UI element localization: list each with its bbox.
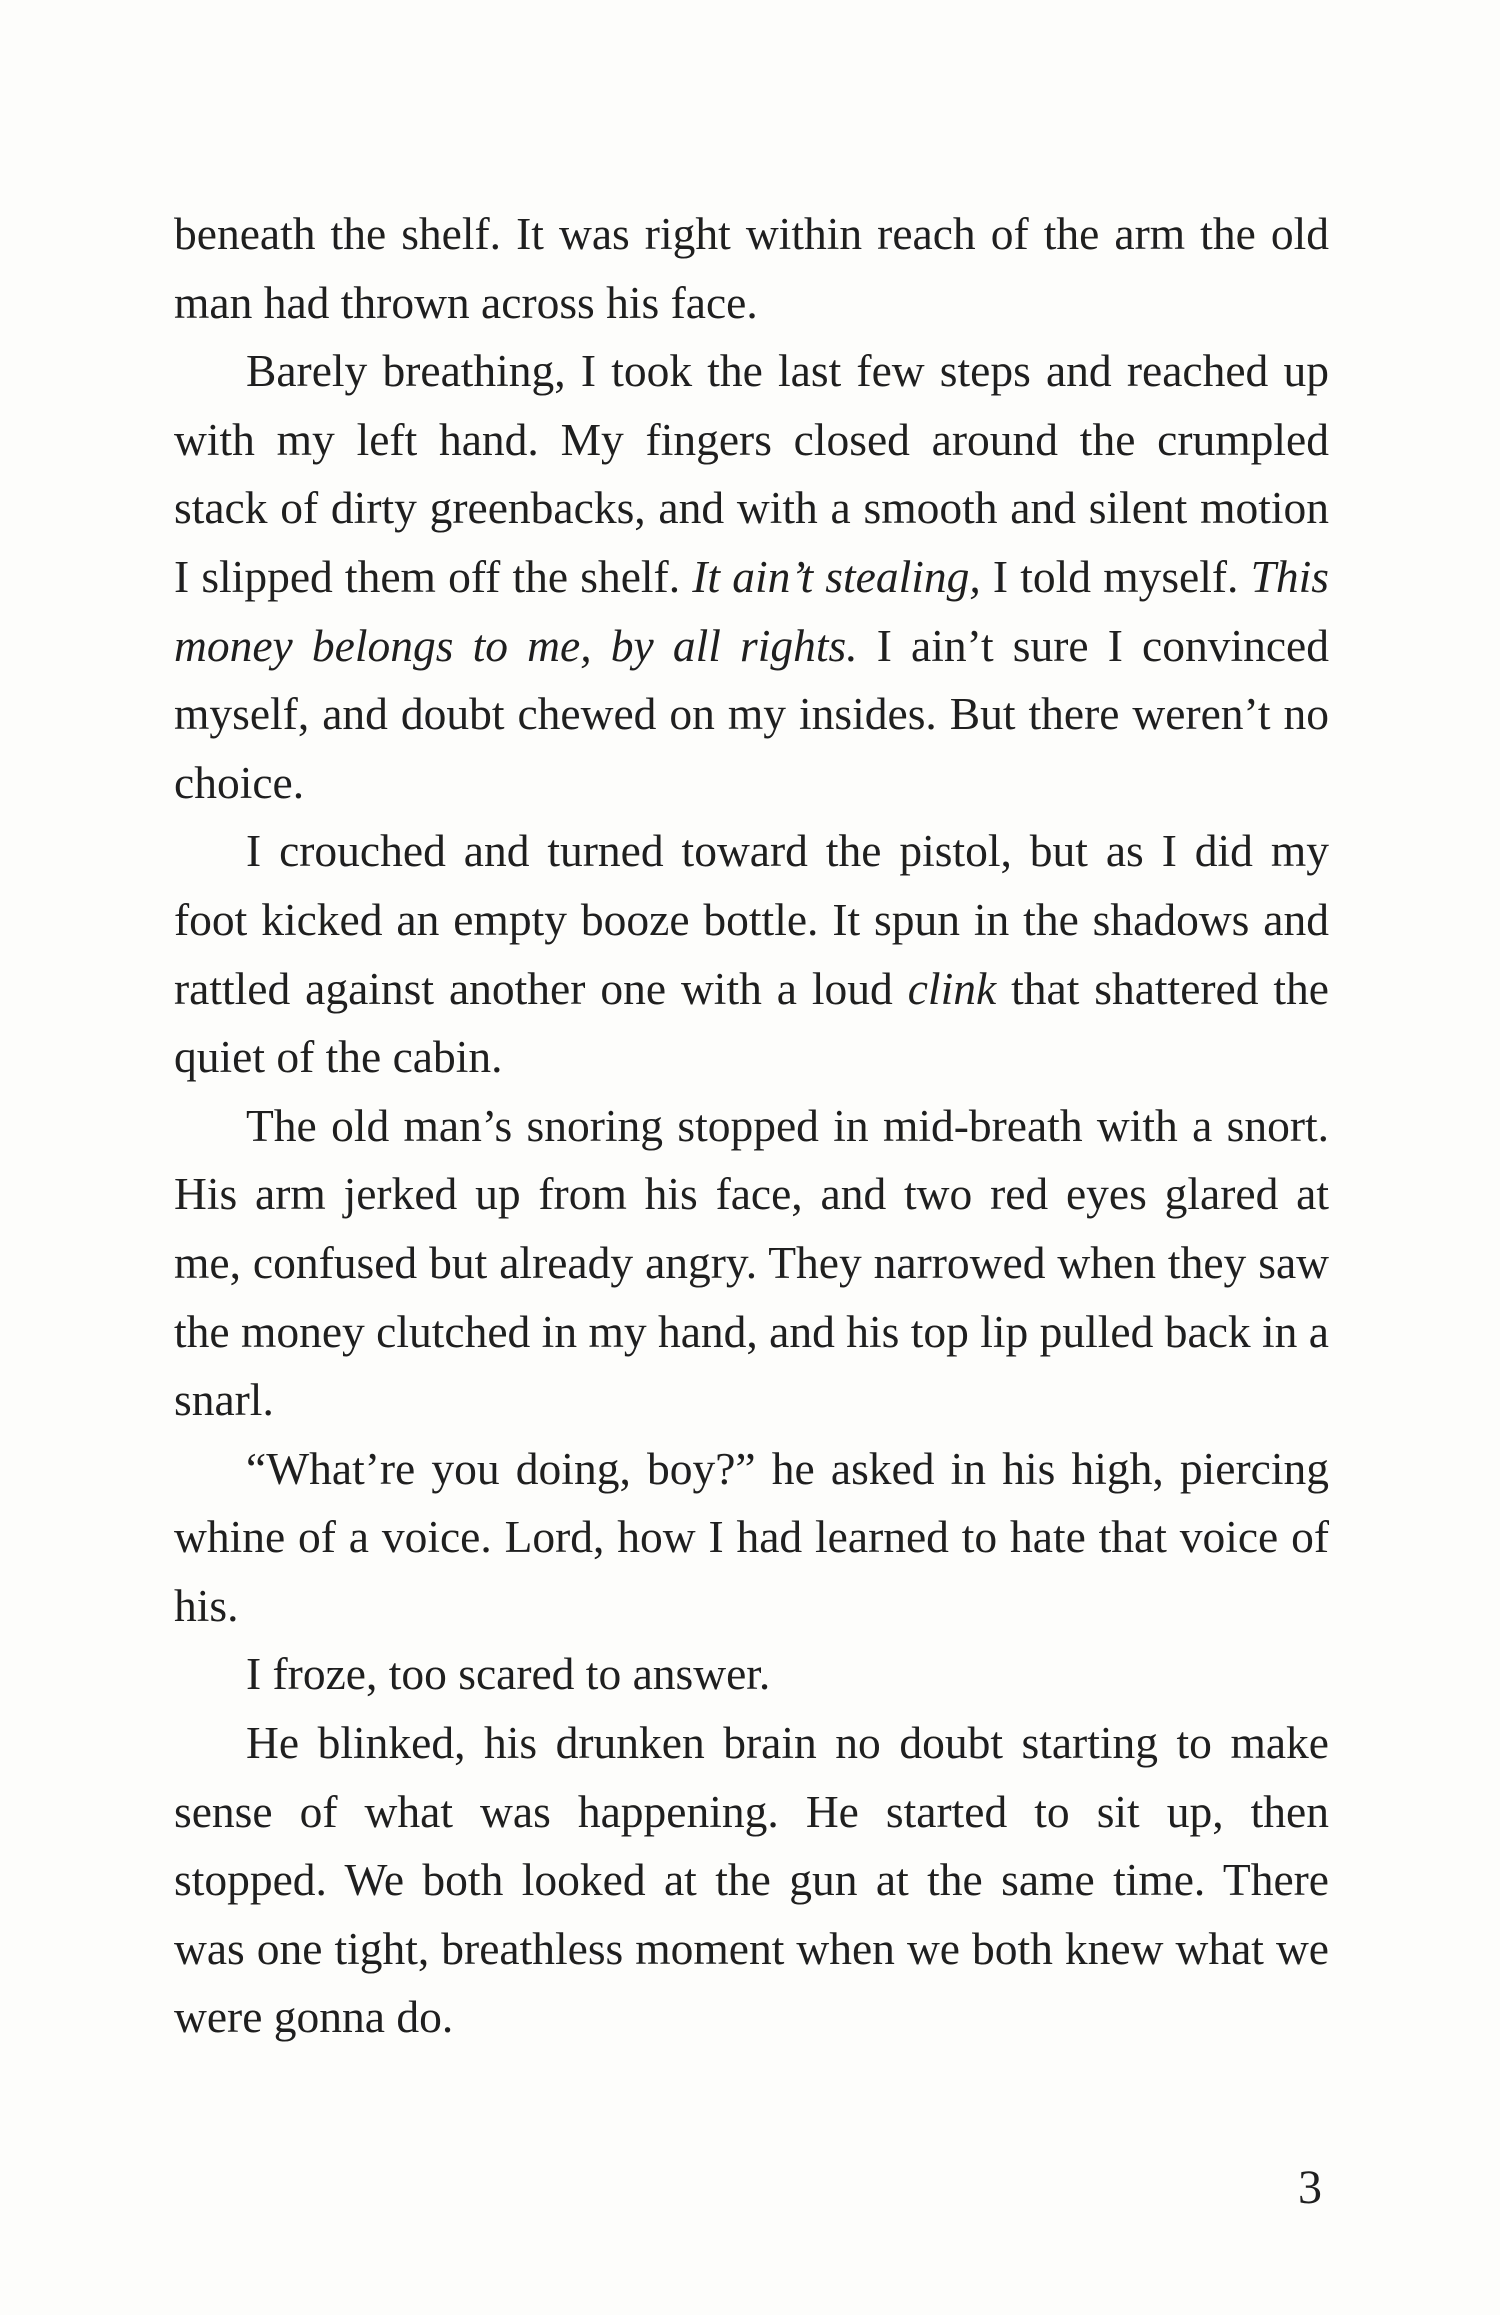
italic-run: clink xyxy=(907,962,997,1014)
page-number: 3 xyxy=(1298,2161,1322,2214)
text-run: beneath the shelf. It was right within reach of the arm the old man had thrown across his face. xyxy=(174,208,1329,328)
text-run: I froze, too scared to answer. xyxy=(246,1648,771,1700)
paragraph-1 xyxy=(174,200,1329,337)
text-run: I told myself. xyxy=(980,550,1251,602)
body-text xyxy=(174,200,1329,2052)
text-run: The old man’s snoring stopped in mid-breath with a snort. His arm jerked up from his face, and two red eyes glared at me, confused but already angry. They narrowed when they saw the money clutched in my hand, and his top lip pulled back in a snarl. xyxy=(174,1099,1329,1426)
text-run: Barely breathing, I took the last few steps and reached up with my left hand. My fingers closed around the crumpled stack of dirty greenbacks, and with a smooth and silent motion I slipped them off the shelf. xyxy=(174,345,1329,602)
text-run: I crouched and turned toward the pistol, but as I did my foot kicked an empty booze bottle. It spun in the shadows and rattled against another one with a loud xyxy=(174,825,1329,1014)
paragraph-7 xyxy=(174,1709,1329,2052)
paragraph-4 xyxy=(174,1092,1329,1435)
text-run: that shattered the quiet of the cabin. xyxy=(174,962,1330,1083)
text-run: “What’re you doing, boy?” he asked in his high, piercing whine of a voice. Lord, how I had learned to hate that voice of his. xyxy=(174,1442,1329,1631)
text-run: I ain’t sure I convinced myself, and doubt chewed on my insides. But there weren’t no choice. xyxy=(174,619,1329,808)
italic-run: It ain’t stealing, xyxy=(692,550,981,602)
paragraph-3 xyxy=(174,817,1329,1091)
paragraph-6 xyxy=(174,1640,1329,1709)
text-run: He blinked, his drunken brain no doubt starting to make sense of what was happening. He started to sit up, then stopped. We both looked at the gun at the same time. There was one tight, breathless moment when we both knew what we were gonna do. xyxy=(174,1717,1329,2043)
italic-run: This money belongs to me, by all rights. xyxy=(174,550,1330,671)
paragraph-5 xyxy=(174,1435,1329,1641)
paragraph-2 xyxy=(174,337,1329,817)
